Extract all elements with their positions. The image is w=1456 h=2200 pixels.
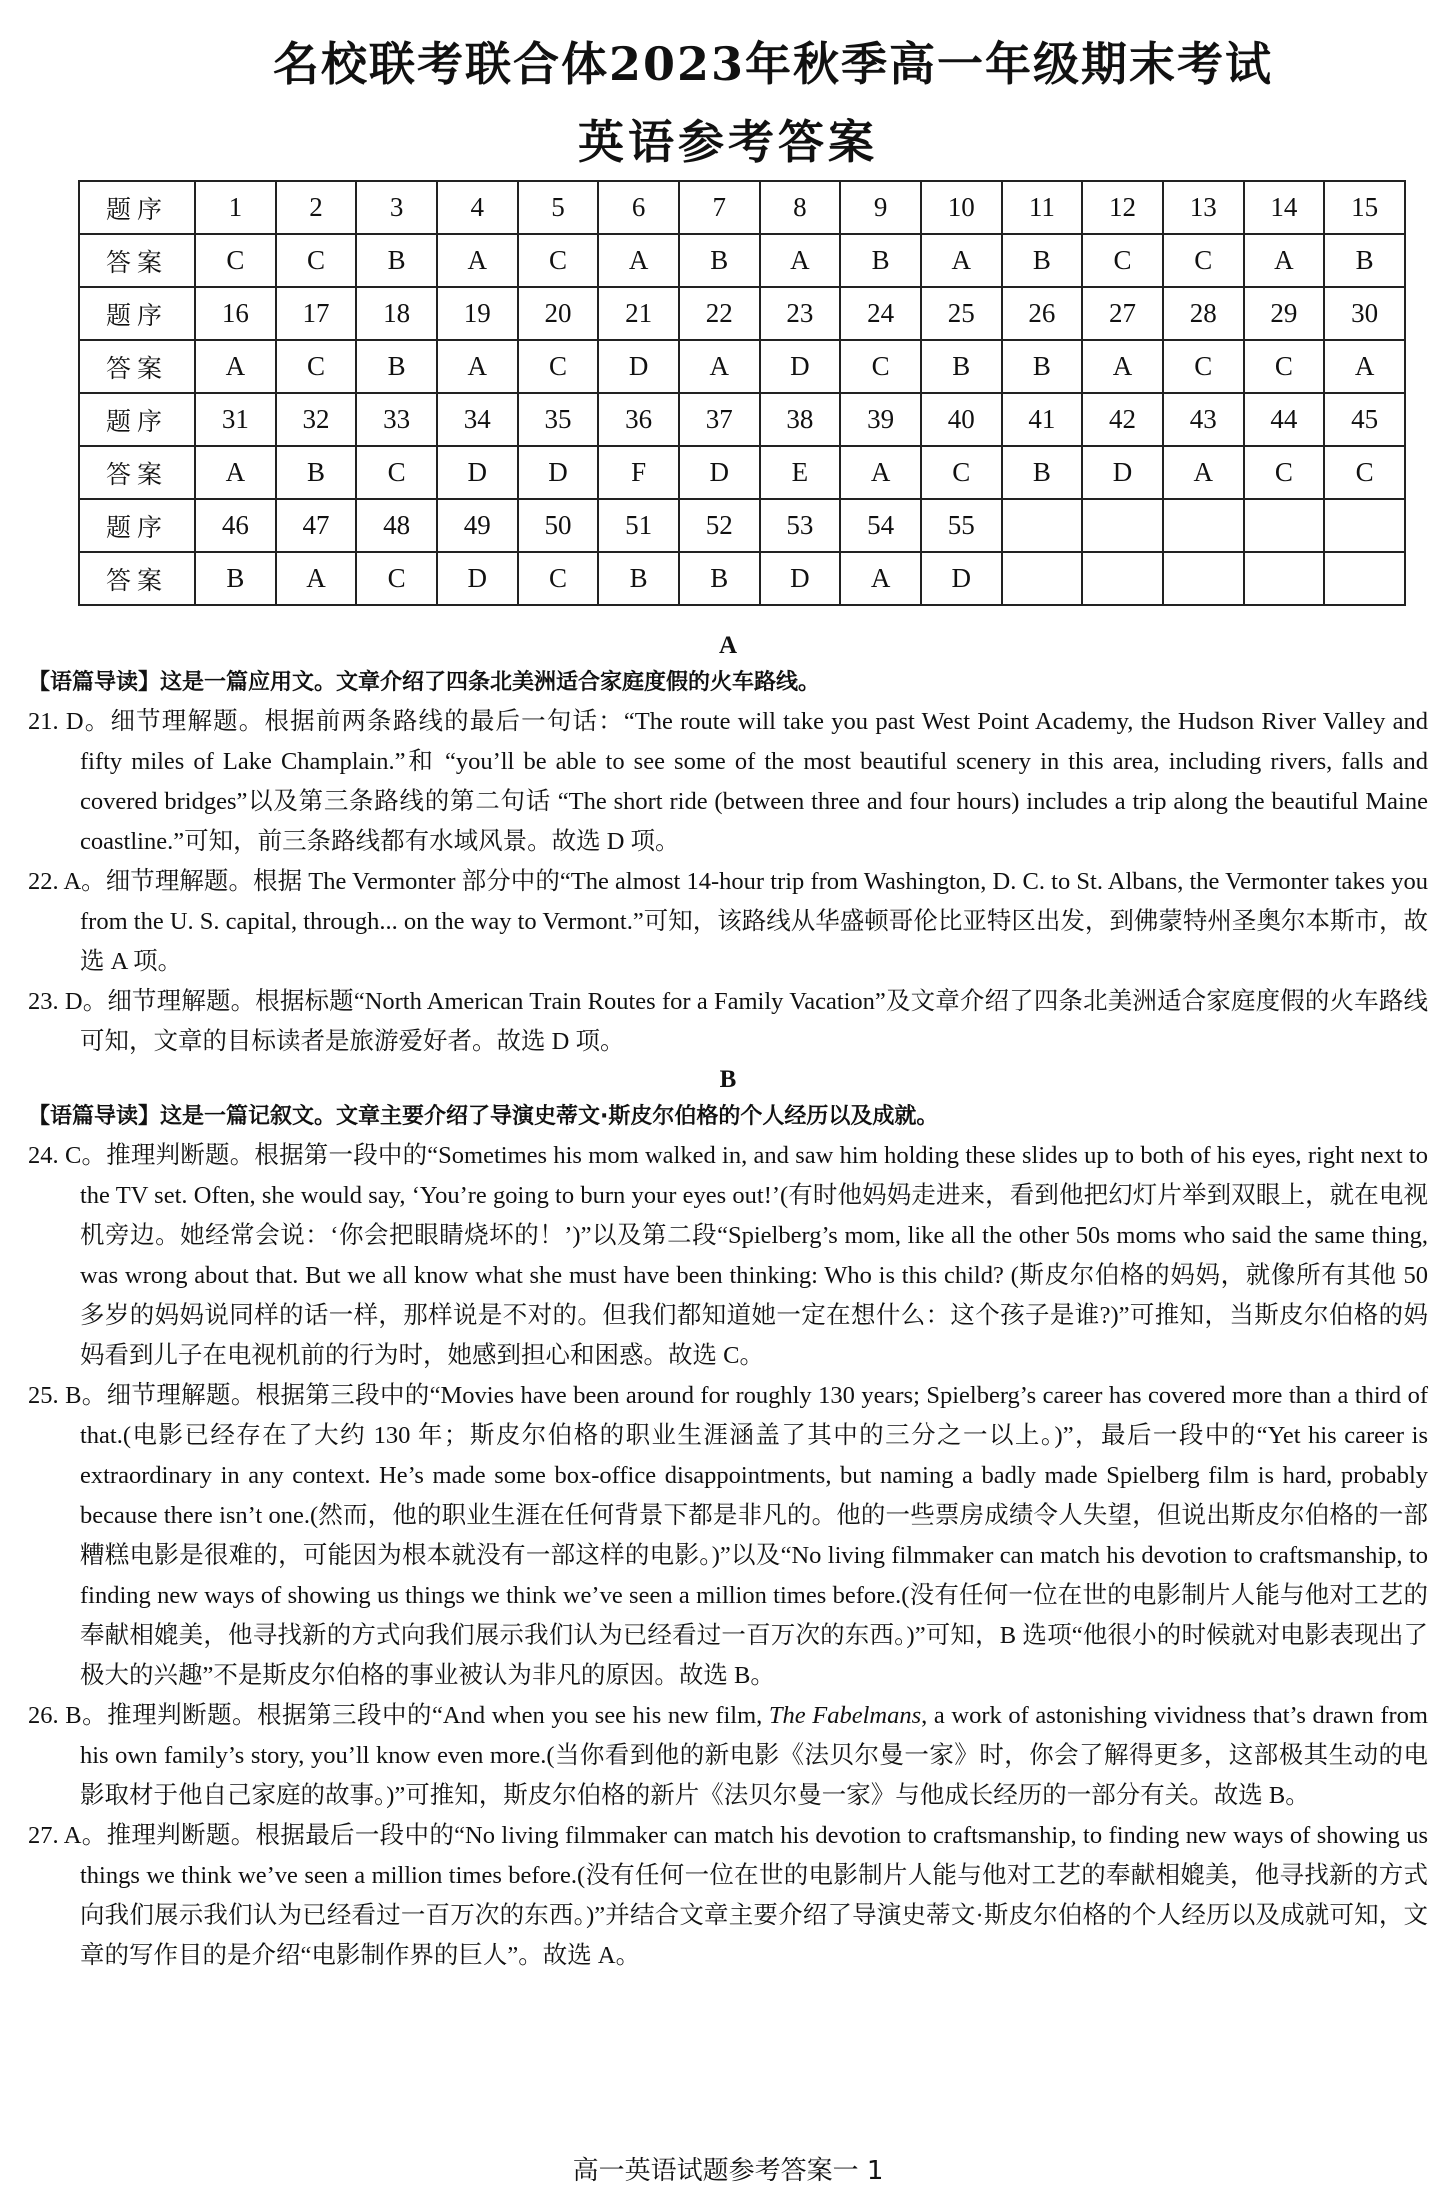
number-cell: 55 — [921, 499, 1002, 552]
number-cell: 51 — [598, 499, 679, 552]
answer-cell: B — [1002, 446, 1083, 499]
answer-cell: C — [840, 340, 921, 393]
number-cell — [1082, 499, 1163, 552]
answer-cell: A — [276, 552, 357, 605]
section-a-intro: 【语篇导读】这是一篇应用文。文章介绍了四条北美洲适合家庭度假的火车路线。 — [28, 670, 821, 695]
explanation-26-post: , a work of astonishing vividness that’s drawn from his own family’s story, you’ll know even more.(当你看到他的新电影《法贝尔曼一家》时，你会了解得更多，这部极其生动的电影取材于他自己家庭的故事。)”可推知，斯皮尔伯格的新片《法贝尔曼一家》与他成长经历的一部分有关。故选 B。 — [80, 1702, 1428, 1809]
number-row-label: 题序 — [79, 181, 195, 234]
number-cell: 23 — [760, 287, 841, 340]
number-cell: 3 — [356, 181, 437, 234]
number-cell: 28 — [1163, 287, 1244, 340]
number-row — [79, 499, 1405, 552]
answer-cell: B — [1002, 234, 1083, 287]
answer-cell: D — [760, 340, 841, 393]
explanation-26-pre: 26. B。推理判断题。根据第三段中的“And when you see his new film, — [28, 1702, 769, 1729]
answer-cell: D — [679, 446, 760, 499]
number-cell: 22 — [679, 287, 760, 340]
answer-cell: D — [598, 340, 679, 393]
number-cell: 10 — [921, 181, 1002, 234]
explanation-24: 24. C。推理判断题。根据第一段中的“Sometimes his mom walked in, and saw him holding these slides up to both of his eyes, right next to the TV set. Often, she would say, ‘You’re going to burn your eyes out!’(有时他妈妈走进来，看到他把幻灯片举到双眼上，就在电视机旁边。她经常会说：‘你会把眼睛烧坏的！’)”以及第二段“Spielberg’s mom, like all the other 50s moms who said the same thing, was wrong about that. But we all know what she must have been thinking: Who is this child? (斯皮尔伯格的妈妈，就像所有其他 50 多岁的妈妈说同样的话一样，那样说是不对的。但我们都知道她一定在想什么：这个孩子是谁?)”可推知，当斯皮尔伯格的妈妈看到儿子在电视机前的行为时，她感到担心和困惑。故选 C。 — [28, 1142, 1428, 1369]
number-cell: 16 — [195, 287, 276, 340]
answer-cell: D — [437, 446, 518, 499]
answer-row — [79, 340, 1405, 393]
answer-table — [78, 180, 1406, 606]
number-cell: 1 — [195, 181, 276, 234]
explanation-23: 23. D。细节理解题。根据标题“North American Train Routes for a Family Vacation”及文章介绍了四条北美洲适合家庭度假的火车路线可知，文章的目标读者是旅游爱好者。故选 D 项。 — [28, 988, 1428, 1055]
number-cell: 19 — [437, 287, 518, 340]
answer-cell: D — [437, 552, 518, 605]
answer-row — [79, 234, 1405, 287]
answer-row-label: 答案 — [79, 446, 195, 499]
answer-cell — [1002, 552, 1083, 605]
number-cell: 27 — [1082, 287, 1163, 340]
explanation-27: 27. A。推理判断题。根据最后一段中的“No living filmmaker can match his devotion to craftsmanship, to finding new ways of showing us things we think we’ve seen a million times before.(没有任何一位在世的电影制片人能与他对工艺的奉献相媲美，他寻找新的方式向我们展示我们认为已经看过一百万次的东西。)”并结合文章主要介绍了导演史蒂文·斯皮尔伯格的个人经历以及成就可知，文章的写作目的是介绍“电影制作界的巨人”。故选 A。 — [28, 1822, 1428, 1969]
answer-cell: C — [1163, 234, 1244, 287]
number-row — [79, 181, 1405, 234]
answer-cell — [1244, 552, 1325, 605]
number-cell: 24 — [840, 287, 921, 340]
number-cell: 15 — [1324, 181, 1405, 234]
number-cell — [1244, 499, 1325, 552]
answer-cell — [1082, 552, 1163, 605]
explanation-21: 21. D。细节理解题。根据前两条路线的最后一句话：“The route will take you past West Point Academy, the Hudson River Valley and fifty miles of Lake Champlain.”和 “you’ll be able to see some of the most beautiful scenery in this area, including rivers, falls and covered bridges”以及第三条路线的第二句话 “The short ride (between three and four hours) includes a trip along the beautiful Maine coastline.”可知，前三条路线都有水域风景。故选 D 项。 — [28, 708, 1428, 855]
answer-cell: C — [518, 340, 599, 393]
answer-cell: A — [760, 234, 841, 287]
number-cell: 49 — [437, 499, 518, 552]
answer-cell: A — [679, 340, 760, 393]
answer-cell: A — [1082, 340, 1163, 393]
answer-cell: A — [195, 446, 276, 499]
answer-cell: A — [437, 234, 518, 287]
number-cell: 5 — [518, 181, 599, 234]
number-cell: 7 — [679, 181, 760, 234]
answer-cell: C — [356, 552, 437, 605]
number-cell: 43 — [1163, 393, 1244, 446]
number-cell: 12 — [1082, 181, 1163, 234]
answer-cell: C — [1244, 446, 1325, 499]
answer-cell: C — [921, 446, 1002, 499]
answer-cell: A — [840, 552, 921, 605]
answer-cell: A — [1244, 234, 1325, 287]
number-row-label: 题序 — [79, 393, 195, 446]
answer-cell: B — [598, 552, 679, 605]
number-cell: 38 — [760, 393, 841, 446]
answer-cell: C — [276, 234, 357, 287]
number-row-label: 题序 — [79, 499, 195, 552]
answer-cell: B — [356, 234, 437, 287]
answer-row-label: 答案 — [79, 234, 195, 287]
number-cell: 26 — [1002, 287, 1083, 340]
number-cell: 46 — [195, 499, 276, 552]
answer-cell: B — [921, 340, 1002, 393]
number-row-label: 题序 — [79, 287, 195, 340]
section-b-heading: B — [719, 1066, 737, 1093]
number-cell: 14 — [1244, 181, 1325, 234]
number-cell: 41 — [1002, 393, 1083, 446]
answer-cell: A — [1163, 446, 1244, 499]
explanation-22: 22. A。细节理解题。根据 The Vermonter 部分中的“The almost 14-hour trip from Washington, D. C. to St. Albans, the Vermonter takes you from the U. S. capital, through... on the way to Vermont.”可知，该路线从华盛顿哥伦比亚特区出发，到佛蒙特州圣奥尔本斯市，故选 A 项。 — [28, 868, 1428, 975]
number-cell: 30 — [1324, 287, 1405, 340]
answer-cell: B — [840, 234, 921, 287]
number-cell: 21 — [598, 287, 679, 340]
answer-row — [79, 446, 1405, 499]
answer-cell: D — [921, 552, 1002, 605]
number-cell: 33 — [356, 393, 437, 446]
answer-cell: B — [1324, 234, 1405, 287]
number-cell: 17 — [276, 287, 357, 340]
number-cell: 8 — [760, 181, 841, 234]
page-subtitle: 英语参考答案 — [578, 115, 878, 169]
answer-cell: D — [1082, 446, 1163, 499]
number-cell: 54 — [840, 499, 921, 552]
number-cell — [1163, 499, 1244, 552]
number-cell: 53 — [760, 499, 841, 552]
explanation-26 — [28, 1696, 1428, 1816]
answer-cell: B — [276, 446, 357, 499]
page-title: 名校联考联合体2023年秋季高一年级期末考试 — [272, 37, 1274, 91]
number-cell: 50 — [518, 499, 599, 552]
number-cell: 42 — [1082, 393, 1163, 446]
number-cell: 9 — [840, 181, 921, 234]
answer-cell: A — [195, 340, 276, 393]
answer-cell: C — [518, 552, 599, 605]
number-cell: 6 — [598, 181, 679, 234]
number-row — [79, 287, 1405, 340]
answer-row — [79, 552, 1405, 605]
answer-cell: E — [760, 446, 841, 499]
answer-cell: A — [921, 234, 1002, 287]
number-cell: 2 — [276, 181, 357, 234]
answer-cell: C — [1324, 446, 1405, 499]
number-cell: 25 — [921, 287, 1002, 340]
number-cell: 37 — [679, 393, 760, 446]
number-cell: 44 — [1244, 393, 1325, 446]
number-cell: 35 — [518, 393, 599, 446]
explanation-25: 25. B。细节理解题。根据第三段中的“Movies have been around for roughly 130 years; Spielberg’s career has covered more than a third of that.(电影已经存在了大约 130 年；斯皮尔伯格的职业生涯涵盖了其中的三分之一以上。)”，最后一段中的“Yet his career is extraordinary in any context. He’s made some box-office disappointments, but naming a badly made Spielberg film is hard, probably because there isn’t one.(然而，他的职业生涯在任何背景下都是非凡的。他的一些票房成绩令人失望，但说出斯皮尔伯格的一部糟糕电影是很难的，可能因为根本就没有一部这样的电影。)”以及“No living filmmaker can match his devotion to craftsmanship, to finding new ways of showing us things we think we’ve seen a million times before.(没有任何一位在世的电影制片人能与他对工艺的奉献相媲美，他寻找新的方式向我们展示我们认为已经看过一百万次的东西。)”可知，B 选项“他很小的时候就对电影表现出了极大的兴趣”不是斯皮尔伯格的事业被认为非凡的原因。故选 B。 — [28, 1382, 1428, 1689]
section-b-intro: 【语篇导读】这是一篇记叙文。文章主要介绍了导演史蒂文·斯皮尔伯格的个人经历以及成就。 — [28, 1104, 939, 1129]
number-cell: 34 — [437, 393, 518, 446]
answer-cell: B — [679, 552, 760, 605]
number-cell: 31 — [195, 393, 276, 446]
number-cell: 40 — [921, 393, 1002, 446]
answer-cell: B — [356, 340, 437, 393]
explanations — [28, 628, 1428, 1976]
number-cell: 32 — [276, 393, 357, 446]
answer-row-label: 答案 — [79, 552, 195, 605]
number-cell: 47 — [276, 499, 357, 552]
number-row — [79, 393, 1405, 446]
answer-cell: C — [276, 340, 357, 393]
answer-cell: A — [598, 234, 679, 287]
answer-cell: D — [760, 552, 841, 605]
answer-cell: C — [1244, 340, 1325, 393]
answer-cell — [1163, 552, 1244, 605]
answer-cell: C — [1082, 234, 1163, 287]
answer-cell: B — [679, 234, 760, 287]
answer-row-label: 答案 — [79, 340, 195, 393]
number-cell: 11 — [1002, 181, 1083, 234]
answer-cell: B — [195, 552, 276, 605]
answer-cell: C — [1163, 340, 1244, 393]
number-cell: 52 — [679, 499, 760, 552]
number-cell: 18 — [356, 287, 437, 340]
number-cell: 39 — [840, 393, 921, 446]
number-cell: 13 — [1163, 181, 1244, 234]
answer-cell: B — [1002, 340, 1083, 393]
number-cell: 20 — [518, 287, 599, 340]
film-title: The Fabelmans — [768, 1702, 922, 1729]
number-cell — [1324, 499, 1405, 552]
number-cell: 29 — [1244, 287, 1325, 340]
page-footer: 高一英语试题参考答案一 1 — [572, 2156, 884, 2186]
answer-cell: F — [598, 446, 679, 499]
answer-cell: A — [1324, 340, 1405, 393]
section-a-heading: A — [718, 632, 738, 659]
answer-cell — [1324, 552, 1405, 605]
number-cell: 48 — [356, 499, 437, 552]
answer-cell: D — [518, 446, 599, 499]
number-cell: 45 — [1324, 393, 1405, 446]
answer-cell: C — [356, 446, 437, 499]
number-cell: 4 — [437, 181, 518, 234]
answer-cell: A — [840, 446, 921, 499]
answer-cell: C — [195, 234, 276, 287]
number-cell: 36 — [598, 393, 679, 446]
answer-cell: C — [518, 234, 599, 287]
number-cell — [1002, 499, 1083, 552]
answer-cell: A — [437, 340, 518, 393]
